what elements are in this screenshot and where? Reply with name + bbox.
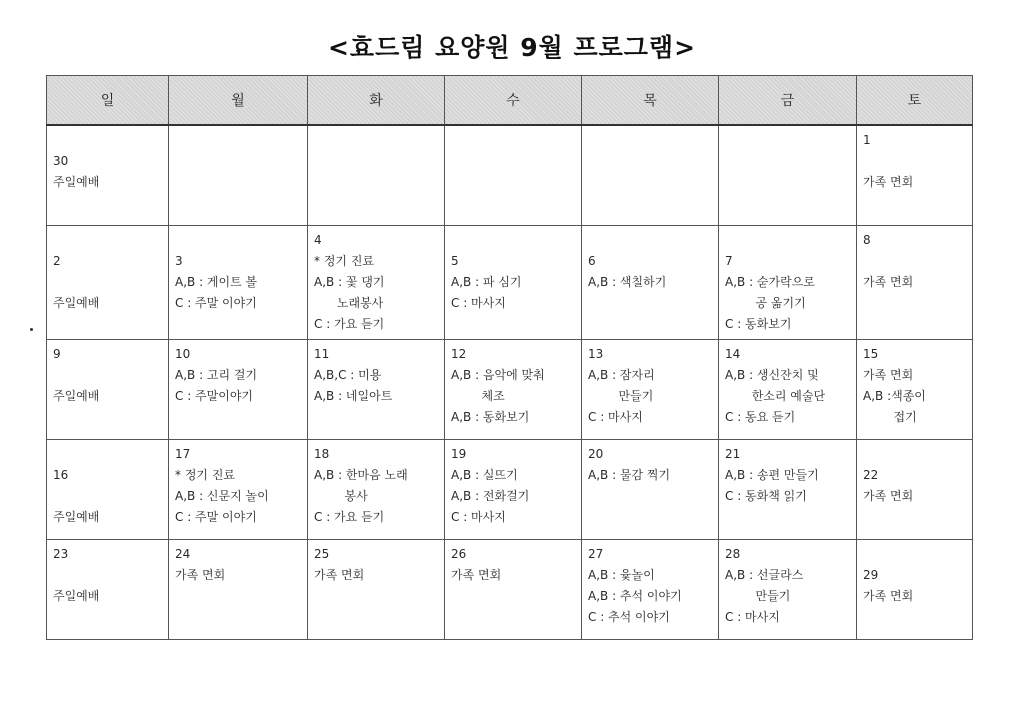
program-line: A,B : 네일아트 bbox=[314, 388, 393, 403]
day-cell-line: 23 bbox=[53, 546, 69, 561]
week-row bbox=[47, 539, 973, 639]
program-line: C : 동화보기 bbox=[725, 316, 792, 331]
day-cell-fri bbox=[719, 225, 857, 339]
day-cell-line: 6 bbox=[588, 253, 596, 268]
day-cell-line: 27 bbox=[588, 546, 604, 561]
program-line: A,B : 실뜨기 bbox=[451, 467, 518, 482]
program-line: C : 마사지 bbox=[451, 295, 506, 310]
program-line bbox=[863, 251, 966, 272]
day-cell-thu bbox=[582, 225, 719, 339]
week-row bbox=[47, 339, 973, 439]
week-row bbox=[47, 439, 973, 539]
program-line: A,B : 추석 이야기 bbox=[588, 588, 682, 603]
program-line: A,B : 파 심기 bbox=[451, 274, 522, 289]
program-line: C : 마사지 bbox=[725, 609, 780, 624]
weekday-header-fri: 금 bbox=[719, 76, 857, 126]
day-cell-line: 7 bbox=[725, 253, 733, 268]
day-cell-mon bbox=[169, 439, 308, 539]
program-line: 봉사 bbox=[314, 488, 368, 503]
day-cell-line: 22 bbox=[863, 467, 879, 482]
program-line: 가족 면회 bbox=[451, 567, 502, 582]
program-line: C : 동화책 읽기 bbox=[725, 488, 807, 503]
program-line: A,B : 고리 걸기 bbox=[175, 367, 258, 382]
weekday-header-row bbox=[47, 76, 973, 126]
day-cell-line: 15 bbox=[863, 346, 879, 361]
program-line: A,B : 꽃 댕기 bbox=[314, 274, 385, 289]
program-line bbox=[53, 365, 162, 386]
program-line: 주일예배 bbox=[53, 295, 100, 310]
day-cell-wed bbox=[445, 439, 582, 539]
program-line: A,B :색종이 bbox=[863, 388, 926, 403]
weekday-header-sun: 일 bbox=[47, 76, 169, 126]
program-calendar bbox=[46, 75, 973, 640]
program-line: 공 옮기기 bbox=[725, 295, 806, 310]
day-cell-line: 24 bbox=[175, 546, 191, 561]
program-line: 가족 면회 bbox=[863, 367, 914, 382]
day-cell-mon bbox=[169, 539, 308, 639]
day-cell-line bbox=[588, 230, 712, 251]
calendar-body bbox=[47, 125, 973, 639]
day-cell-mon bbox=[169, 225, 308, 339]
program-line: 주일예배 bbox=[53, 175, 100, 189]
day-cell-tue bbox=[308, 439, 445, 539]
day-cell-line bbox=[863, 444, 966, 465]
program-line: * 정기 진료 bbox=[175, 467, 235, 482]
day-cell-fri bbox=[719, 125, 857, 225]
program-line: A,B : 신문지 놀이 bbox=[175, 488, 269, 503]
day-cell-line: 19 bbox=[451, 446, 467, 461]
program-line: C : 주말이야기 bbox=[175, 388, 254, 403]
day-cell-sat bbox=[857, 439, 973, 539]
day-cell-line bbox=[53, 444, 162, 465]
day-cell-tue bbox=[308, 225, 445, 339]
program-line: A,B : 생신잔치 및 bbox=[725, 367, 819, 382]
program-line: 노래봉사 bbox=[314, 295, 384, 310]
day-cell-wed bbox=[445, 125, 582, 225]
weekday-header-wed: 수 bbox=[445, 76, 582, 126]
weekday-header-tue: 화 bbox=[308, 76, 445, 126]
scan-speck bbox=[30, 328, 33, 331]
day-cell-line: 12 bbox=[451, 346, 467, 361]
program-line: C : 추석 이야기 bbox=[588, 609, 670, 624]
day-cell-sun bbox=[47, 125, 169, 225]
day-cell-line bbox=[863, 544, 966, 565]
program-line bbox=[53, 486, 162, 507]
day-cell-wed bbox=[445, 539, 582, 639]
day-cell-fri bbox=[719, 339, 857, 439]
program-line: 만들기 bbox=[725, 588, 791, 603]
program-line: 가족 면회 bbox=[863, 175, 914, 189]
day-cell-tue bbox=[308, 125, 445, 225]
day-cell-fri bbox=[719, 539, 857, 639]
program-line: A,B : 잠자리 bbox=[588, 367, 655, 382]
day-cell-line bbox=[175, 230, 301, 251]
program-line: A,B : 숟가락으로 bbox=[725, 274, 815, 289]
program-line: C : 마사지 bbox=[588, 409, 643, 424]
program-line: C : 마사지 bbox=[451, 509, 506, 524]
day-cell-thu bbox=[582, 339, 719, 439]
program-line: 접기 bbox=[863, 409, 917, 424]
program-line: A,B : 색칠하기 bbox=[588, 274, 667, 289]
day-cell-thu bbox=[582, 539, 719, 639]
program-line: 체조 bbox=[451, 388, 505, 403]
program-line bbox=[53, 565, 162, 586]
program-line: C : 주말 이야기 bbox=[175, 295, 257, 310]
day-cell-mon bbox=[169, 339, 308, 439]
program-line: A,B : 전화걸기 bbox=[451, 488, 530, 503]
program-line: A,B : 윷놀이 bbox=[588, 567, 655, 582]
program-line: 가족 면회 bbox=[314, 567, 365, 582]
day-cell-tue bbox=[308, 339, 445, 439]
day-cell-thu bbox=[582, 439, 719, 539]
program-line: 주일예배 bbox=[53, 588, 100, 603]
day-cell-sat bbox=[857, 225, 973, 339]
program-line: A,B : 송편 만들기 bbox=[725, 467, 819, 482]
day-cell-line: 11 bbox=[314, 346, 330, 361]
day-cell-line: 2 bbox=[53, 253, 61, 268]
day-cell-line: 21 bbox=[725, 446, 741, 461]
day-cell-line: 25 bbox=[314, 546, 330, 561]
day-cell-line: 5 bbox=[451, 253, 459, 268]
program-line: C : 가요 듣기 bbox=[314, 316, 385, 331]
program-line: A,B : 물감 찍기 bbox=[588, 467, 671, 482]
program-line: 가족 면회 bbox=[863, 274, 914, 289]
day-cell-line: 13 bbox=[588, 346, 604, 361]
program-line bbox=[53, 272, 162, 293]
weekday-header-thu: 목 bbox=[582, 76, 719, 126]
program-line: 주일예배 bbox=[53, 509, 100, 524]
day-cell-line: 30 bbox=[53, 154, 69, 168]
program-line: C : 가요 듣기 bbox=[314, 509, 385, 524]
day-cell-sun bbox=[47, 225, 169, 339]
day-cell-line: 20 bbox=[588, 446, 604, 461]
program-line: A,B : 게이트 볼 bbox=[175, 274, 258, 289]
day-cell-line: 4 bbox=[314, 232, 322, 247]
day-cell-sat bbox=[857, 339, 973, 439]
day-cell-sun bbox=[47, 539, 169, 639]
day-cell-line: 18 bbox=[314, 446, 330, 461]
day-cell-tue bbox=[308, 539, 445, 639]
day-cell-line bbox=[451, 230, 575, 251]
program-line bbox=[863, 151, 966, 172]
program-line: 가족 면회 bbox=[863, 588, 914, 603]
program-line: A,B,C : 미용 bbox=[314, 367, 382, 382]
day-cell-line: 9 bbox=[53, 346, 61, 361]
day-cell-sun bbox=[47, 339, 169, 439]
program-line: A,B : 동화보기 bbox=[451, 409, 530, 424]
day-cell-line bbox=[53, 130, 162, 151]
day-cell-line: 28 bbox=[725, 546, 741, 561]
program-line: 한소리 예술단 bbox=[725, 388, 826, 403]
program-line: 가족 면회 bbox=[863, 488, 914, 503]
program-line: 가족 면회 bbox=[175, 567, 226, 582]
day-cell-fri bbox=[719, 439, 857, 539]
day-cell-sat bbox=[857, 125, 973, 225]
program-line: 주일예배 bbox=[53, 388, 100, 403]
weekday-header-sat: 토 bbox=[857, 76, 973, 126]
day-cell-line: 8 bbox=[863, 232, 871, 247]
weekday-header-mon: 월 bbox=[169, 76, 308, 126]
day-cell-sun bbox=[47, 439, 169, 539]
program-line: * 정기 진료 bbox=[314, 253, 374, 268]
day-cell-line bbox=[53, 230, 162, 251]
day-cell-mon bbox=[169, 125, 308, 225]
day-cell-wed bbox=[445, 339, 582, 439]
week-row bbox=[47, 225, 973, 339]
day-cell-wed bbox=[445, 225, 582, 339]
day-cell-line bbox=[725, 230, 850, 251]
week-row bbox=[47, 125, 973, 225]
day-cell-line: 17 bbox=[175, 446, 191, 461]
program-line: C : 동요 듣기 bbox=[725, 409, 796, 424]
day-cell-line: 14 bbox=[725, 346, 741, 361]
program-line: C : 주말 이야기 bbox=[175, 509, 257, 524]
program-line: A,B : 한마음 노래 bbox=[314, 467, 408, 482]
day-cell-line: 16 bbox=[53, 467, 69, 482]
day-cell-line: 3 bbox=[175, 253, 183, 268]
day-cell-line: 10 bbox=[175, 346, 191, 361]
program-line: 만들기 bbox=[588, 388, 654, 403]
day-cell-line: 1 bbox=[863, 133, 871, 147]
page-title: <효드림 요양원 9월 프로그램> bbox=[327, 33, 697, 62]
program-line: A,B : 선글라스 bbox=[725, 567, 804, 582]
day-cell-thu bbox=[582, 125, 719, 225]
program-line: A,B : 음악에 맞춰 bbox=[451, 367, 545, 382]
day-cell-sat bbox=[857, 539, 973, 639]
day-cell-line: 26 bbox=[451, 546, 467, 561]
day-cell-line: 29 bbox=[863, 567, 879, 582]
